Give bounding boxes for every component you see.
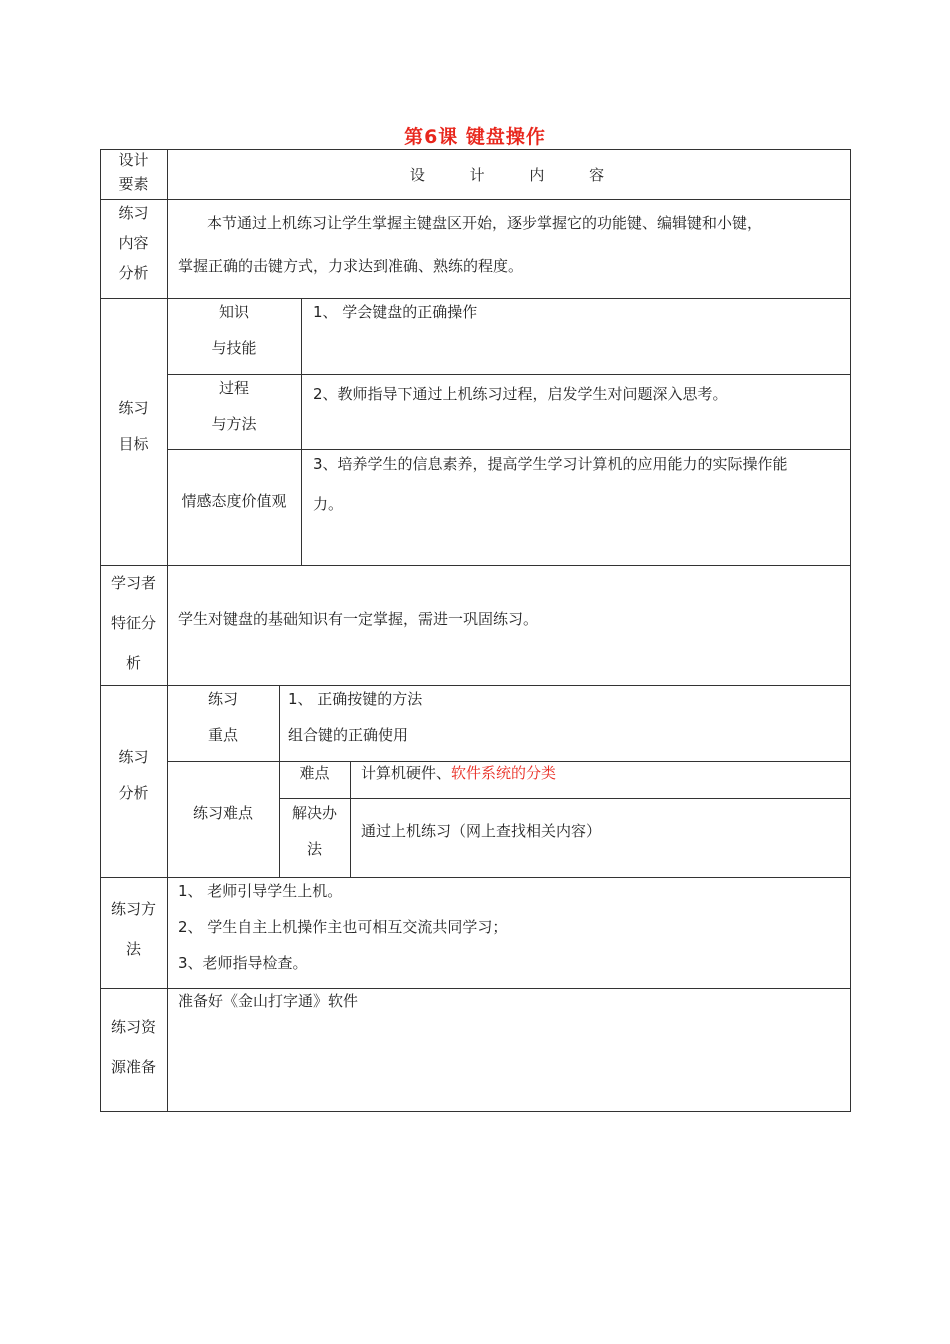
solution-label-line: 法 [306,840,322,858]
focus-label-line: 重点 [207,726,238,744]
difficulty-sublabel: 难点 [299,764,330,782]
analysis-label-line: 内容 [118,234,149,252]
resources-label-line: 源准备 [110,1058,156,1076]
process-label-line: 过程 [218,379,249,397]
practice-label-line: 练习 [118,748,149,766]
process-label [167,370,301,442]
resources-label [100,1007,167,1087]
solution-text: 通过上机练习（网上查找相关内容） [361,822,602,840]
table-border-right [850,149,851,1112]
method-label-line: 法 [125,940,141,958]
practice-label-line: 分析 [118,784,149,802]
solution-label [279,795,350,867]
process-text: 2、教师指导下通过上机练习过程，启发学生对问题深入思考。 [313,385,728,403]
method-label-line: 练习方 [110,900,156,918]
method-label [100,889,167,969]
analysis-text-line2: 掌握正确的击键方式，力求达到准确、熟练的程度。 [178,257,524,275]
goals-label-line: 目标 [118,435,149,453]
emotion-text-line2: 力。 [313,495,344,513]
practice-row-divider [279,798,851,799]
resources-label-line: 练习资 [110,1018,156,1036]
analysis-label-line: 分析 [118,264,149,282]
difficulty-label: 练习难点 [192,804,253,822]
focus-text-line2: 组合键的正确使用 [288,726,409,744]
practice-divider [279,685,280,761]
header-label-line: 要素 [118,175,149,193]
table-border-bottom [100,1111,851,1112]
focus-label [167,681,279,753]
analysis-label-line: 练习 [118,204,149,222]
row-divider [100,199,851,200]
analysis-text-line1: 本节通过上机练习让学生掌握主键盘区开始，逐步掌握它的功能键、编辑键和小键， [207,214,763,232]
practice-label [100,739,167,811]
focus-text-line1: 1、 正确按键的方法 [288,690,423,708]
learner-label-line: 学习者 [110,574,156,592]
header-label-line: 设计 [118,151,149,169]
method-item: 1、 老师引导学生上机。 [178,882,343,900]
method-item: 3、老师指导检查。 [178,954,308,972]
page-title: 第6课 键盘操作 [404,126,546,148]
difficulty-text-part: 计算机硬件、 [361,764,452,782]
goals-label-line: 练习 [118,399,149,417]
table-border-top [100,149,851,150]
header-label-design [100,148,167,196]
goals-label [100,390,167,462]
practice-divider [350,761,351,877]
learner-text: 学生对键盘的基础知识有一定掌握，需进一巩固练习。 [178,610,539,628]
emotion-text-line1: 3、培养学生的信息素养，提高学生学习计算机的应用能力的实际操作能 [313,455,788,473]
knowledge-label-line: 与技能 [211,339,257,357]
process-label-line: 与方法 [211,415,257,433]
knowledge-label [167,294,301,366]
emotion-label: 情感态度价值观 [181,492,287,510]
focus-label-line: 练习 [207,690,238,708]
knowledge-text: 1、 学会键盘的正确操作 [313,303,478,321]
learner-label-line: 特征分 [110,614,156,632]
difficulty-text-highlight: 软件系统的分类 [451,764,557,782]
solution-label-line: 解决办 [291,804,337,822]
difficulty-text [361,755,556,791]
learner-label [100,563,167,683]
goals-divider [301,298,302,565]
header-design-content: 设 计 内 容 [409,166,625,184]
knowledge-label-line: 知识 [218,303,249,321]
learner-label-line: 析 [125,654,141,672]
row-divider [100,565,851,566]
analysis-label [100,195,167,291]
resources-text: 准备好《金山打字通》软件 [178,992,359,1010]
method-item: 2、 学生自主上机操作主也可相互交流共同学习； [178,918,508,936]
